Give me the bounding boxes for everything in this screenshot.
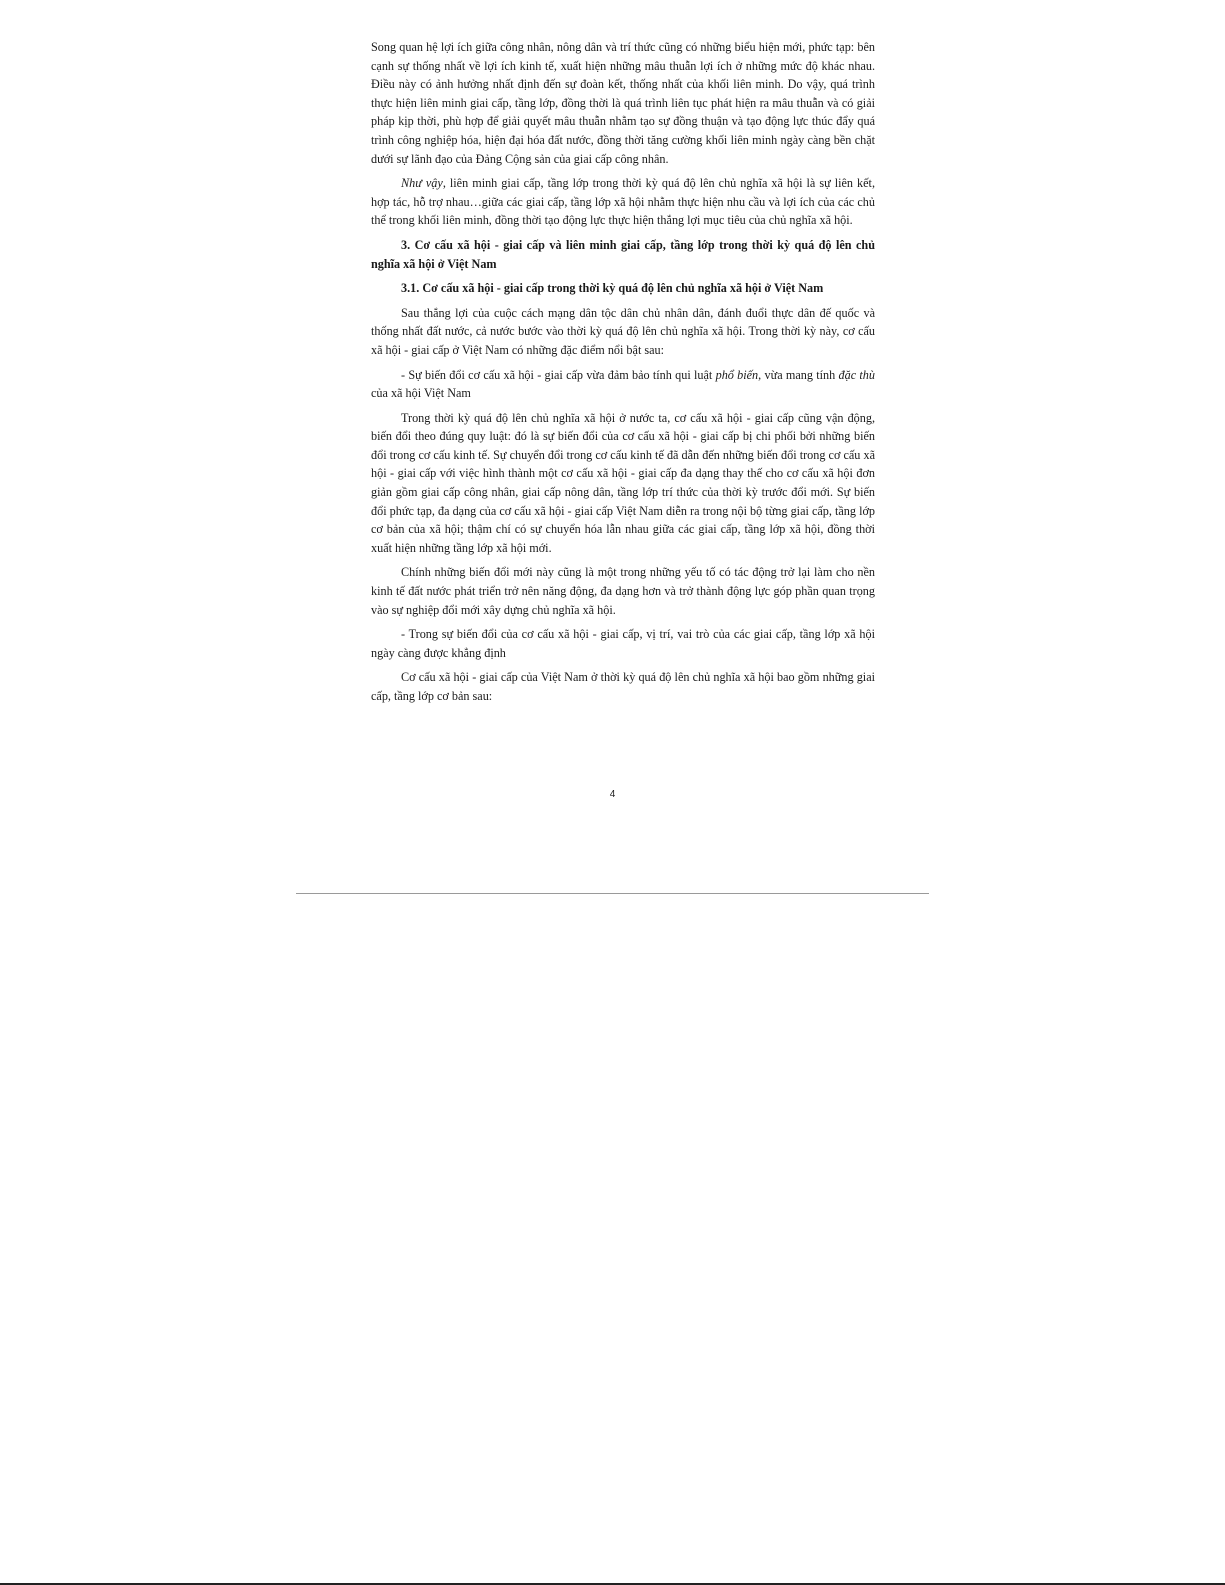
section-heading-3: 3. Cơ cấu xã hội - giai cấp và liên minh giai cấp, tầng lớp trong thời kỳ quá độ lên chủ nghĩa xã hội ở Việt Nam	[371, 237, 875, 271]
paragraph-4	[371, 366, 875, 403]
paragraph-5: Trong thời kỳ quá độ lên chủ nghĩa xã hội ở nước ta, cơ cấu xã hội - giai cấp cũng vận động, biến đổi theo đúng quy luật: đó là sự biến đổi của cơ cấu xã hội - giai cấp bị chi phối bởi những biến đổi trong cơ cấu kinh tế. Sự chuyển đổi trong cơ cấu kinh tế đã dẫn đến những biến đổi trong cơ cấu xã hội - giai cấp với việc hình thành một cơ cấu xã hội - giai cấp đa dạng thay thế cho cơ cấu xã hội đơn giản gồm giai cấp công nhân, giai cấp nông dân, tầng lớp trí thức của thời kỳ trước đổi mới. Sự biến đổi phức tạp, đa dạng của cơ cấu xã hội - giai cấp Việt Nam diễn ra trong nội bộ từng giai cấp, tầng lớp cơ bản của xã hội; thậm chí có sự chuyển hóa lẫn nhau giữa các giai cấp, tầng lớp xã hội, đồng thời xuất hiện những tầng lớp xã hội mới.	[371, 410, 875, 555]
section-heading-3-1: 3.1. Cơ cấu xã hội - giai cấp trong thời kỳ quá độ lên chủ nghĩa xã hội ở Việt Nam	[401, 281, 824, 296]
page-divider	[296, 893, 929, 894]
paragraph-2	[371, 174, 875, 230]
paragraph-4-text-a: - Sự biến đổi cơ cấu xã hội - giai cấp vừa đảm bảo tính qui luật	[401, 367, 716, 382]
paragraph-3: Sau thắng lợi của cuộc cách mạng dân tộc dân chủ nhân dân, đánh đuổi thực dân đế quốc và thống nhất đất nước, cả nước bước vào thời kỳ quá độ lên chủ nghĩa xã hội. Trong thời kỳ này, cơ cấu xã hội - giai cấp ở Việt Nam có những đặc điểm nổi bật sau:	[371, 305, 875, 357]
paragraph-2-text: , liên minh giai cấp, tầng lớp trong thời kỳ quá độ lên chủ nghĩa xã hội là sự liên kết, hợp tác, hỗ trợ nhau…giữa các giai cấp, tầng lớp xã hội nhằm thực hiện nhu cầu và lợi ích của các chủ thể trong khối liên minh, đồng thời tạo động lực thực hiện thắng lợi mục tiêu của chủ nghĩa xã hội.	[371, 176, 875, 228]
paragraph-4-text-b: , vừa mang tính	[758, 367, 839, 382]
paragraph-2-italic: Như vậy	[401, 176, 443, 191]
page-number: 4	[609, 789, 616, 800]
paragraph-6: Chính những biến đổi mới này cũng là một trong những yếu tố có tác động trở lại làm cho nền kinh tế đất nước phát triển trở nên năng động, đa dạng hơn và trở thành động lực góp phần quan trọng vào sự nghiệp đổi mới xây dựng chủ nghĩa xã hội.	[371, 565, 875, 617]
paragraph-1: Song quan hệ lợi ích giữa công nhân, nông dân và trí thức cũng có những biểu hiện mới, phức tạp: bên cạnh sự thống nhất về lợi ích kinh tế, xuất hiện những mâu thuẫn lợi ích ở những mức độ khác nhau. Điều này có ảnh hưởng nhất định đến sự đoàn kết, thống nhất của khối liên minh. Do vậy, quá trình thực hiện liên minh giai cấp, tầng lớp, đồng thời là quá trình liên tục phát hiện ra mâu thuẫn và có giải pháp kịp thời, phù hợp để giải quyết mâu thuẫn nhằm tạo sự đồng thuận và tạo động lực thúc đẩy quá trình công nghiệp hóa, hiện đại hóa đất nước, đồng thời tăng cường khối liên minh ngày càng bền chặt dưới sự lãnh đạo của Đảng Cộng sản của giai cấp công nhân.	[371, 40, 875, 166]
paragraph-4-italic-2: đặc thù	[838, 367, 875, 382]
paragraph-4-italic-1: phổ biến	[715, 367, 759, 382]
page-content	[371, 38, 875, 712]
paragraph-7: - Trong sự biến đổi của cơ cấu xã hội - giai cấp, vị trí, vai trò của các giai cấp, tầng lớp xã hội ngày càng được khẳng định	[371, 627, 875, 660]
paragraph-4-text-c: của xã hội Việt Nam	[371, 386, 471, 401]
paragraph-8: Cơ cấu xã hội - giai cấp của Việt Nam ở thời kỳ quá độ lên chủ nghĩa xã hội bao gồm những giai cấp, tầng lớp cơ bản sau:	[371, 670, 875, 703]
